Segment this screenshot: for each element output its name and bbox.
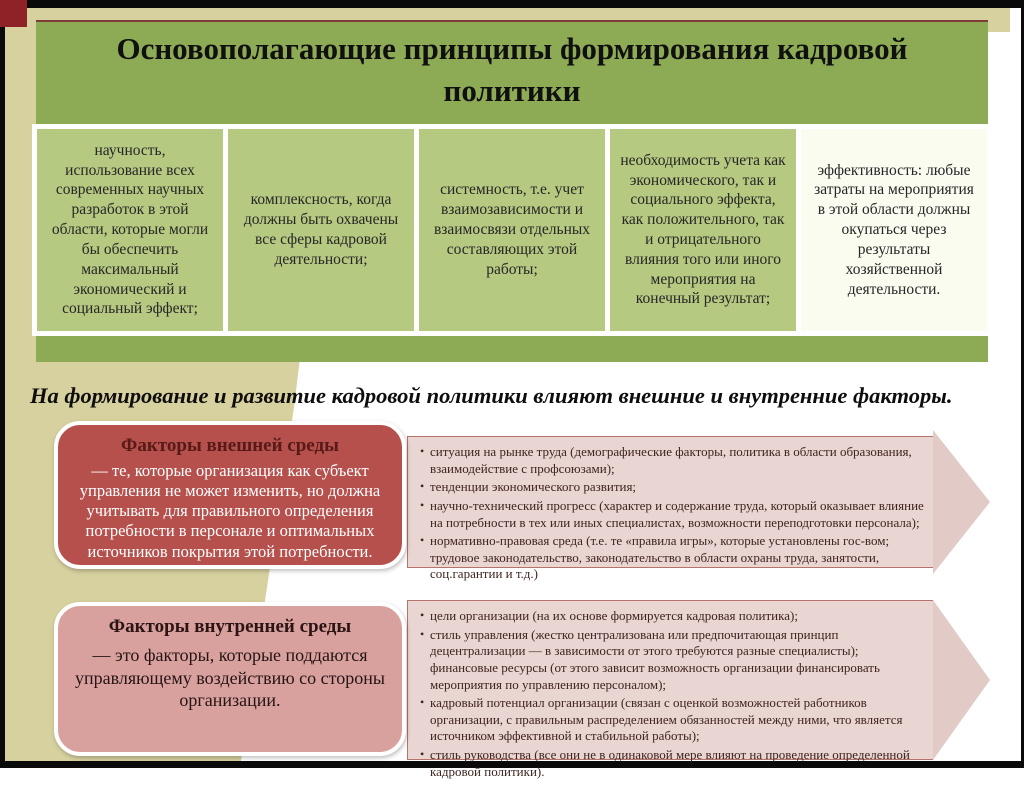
principle-card-5: эффективность: любые затраты на мероприятия в этой области должны окупаться через результаты хозяйственной деятельности.: [801, 129, 987, 331]
external-factors-title: Факторы внешней среды: [121, 435, 339, 456]
external-factors-description: — те, которые организация как субъект управления не может изменить, но должна учитывать для правильного определения потребности в персонале и оптимальных источников покрытия этой потребности.: [79, 461, 381, 561]
internal-factor-item: • стиль руководства (все они не в одинаковой мере влияют на проведение определенной кадровой политики).: [420, 747, 925, 780]
corner-accent-square: [0, 0, 27, 27]
external-factor-item: • ситуация на рынке труда (демографические факторы, политика в области образования, взаимодействие с профсоюзами);: [420, 444, 925, 477]
internal-factors-title: Факторы внутренней среды: [108, 616, 352, 637]
slide-frame-top: [0, 0, 1024, 8]
principle-card-2: комплексность, когда должны быть охвачены все сферы кадровой деятельности;: [228, 129, 414, 331]
external-factor-item: • научно-технический прогресс (характер и содержание труда, который оказывает влияние на потребности в тех или иных специалистах, возможности переподготовки персонала);: [420, 498, 925, 531]
external-factor-item: • тенденции экономического развития;: [420, 479, 925, 496]
factors-subtitle: На формирование и развитие кадровой политики влияют внешние и внутренние факторы.: [30, 383, 953, 408]
internal-factors-list: [408, 601, 933, 786]
principle-card-4: необходимость учета как экономического, так и социального эффекта, как положительного, так и отрицательного влияния того или иного мероприятия на конечный результат;: [610, 129, 796, 331]
external-factors-list: [408, 437, 933, 589]
external-factors-arrow: [407, 436, 933, 582]
internal-factors-description: — это факторы, которые поддаются управляющему воздействию со стороны организации.: [74, 645, 386, 710]
external-factors-card: [54, 421, 406, 569]
external-factor-item: • нормативно-правовая среда (т.е. те «правила игры», которые установлены гос-вом; трудовое законодательство, законодательство в области охраны труда, занятости, соц.гарантии и т.д.): [420, 533, 925, 583]
external-arrow-head-icon: [933, 430, 990, 574]
principles-row: [32, 124, 992, 336]
internal-factor-item: • цели организации (на их основе формируется кадровая политика);: [420, 608, 925, 625]
slide-title: Основополагающие принципы формирования кадровой политики: [116, 31, 908, 108]
slide-frame-left: [0, 0, 5, 768]
internal-factor-item: • кадровый потенциал организации (связан с оценкой возможностей работников организации, с правильным распределением обязанностей между ними, что является источником эффективной и стабильной работы);: [420, 695, 925, 745]
internal-factors-card: [54, 602, 406, 756]
internal-factors-arrow: [407, 600, 933, 779]
principle-card-1: научность, использование всех современных научных разработок в этой области, которые могли бы обеспечить максимальный экономический и социальный эффект;: [37, 129, 223, 331]
internal-factor-item: • стиль управления (жестко централизована или предпочитающая принцип децентрализации — в зависимости от этого требуются разные специалисты); финансовые ресурсы (от этого зависит возможность организации финансировать мероприятия по управлению персоналом);: [420, 627, 925, 694]
principle-card-3: системность, т.е. учет взаимозависимости и взаимосвязи отдельных составляющих этой работы;: [419, 129, 605, 331]
principles-panel: [36, 20, 988, 362]
internal-arrow-head-icon: [933, 600, 990, 760]
